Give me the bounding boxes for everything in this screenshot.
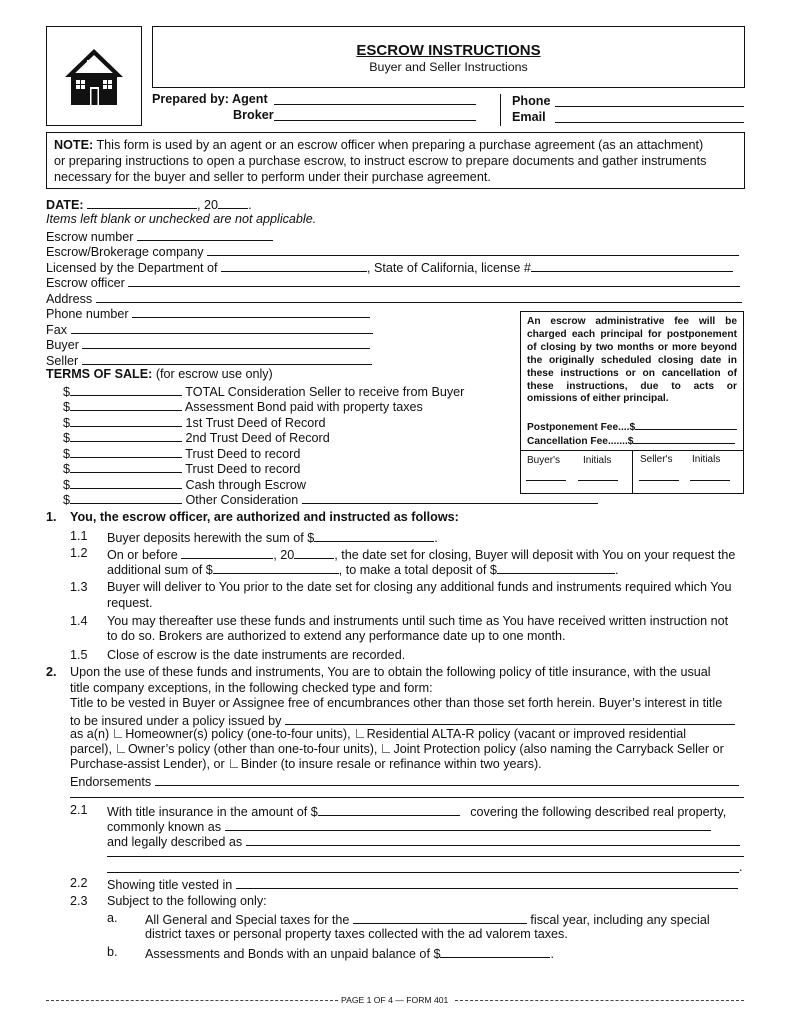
legal-description-field-2[interactable]: [107, 856, 744, 857]
date-field[interactable]: [87, 196, 197, 209]
terms-amount-field[interactable]: [70, 383, 182, 396]
item-1-1-text: Buyer deposits herewith the sum of $: [107, 531, 315, 545]
joint-protection-checkbox[interactable]: [382, 744, 390, 753]
item-1-4-text-b: to do so. Brokers are authorized to extend any performance date up to one month.: [107, 629, 566, 643]
house-icon: [47, 27, 141, 125]
licensed-by-label: Licensed by the Department of: [46, 261, 218, 275]
owner-policy-checkbox[interactable]: [117, 744, 125, 753]
escrow-company-label: Escrow/Brokerage company: [46, 245, 204, 259]
note-box: [46, 132, 745, 189]
homeowner-policy-label: Homeowner(s) policy (one-to-four units),: [125, 727, 351, 741]
address-field[interactable]: [96, 290, 742, 303]
fee-box: [520, 311, 744, 494]
item-letter: b.: [107, 945, 118, 959]
initials-divider-v: [632, 450, 633, 493]
commonly-known-label: commonly known as: [107, 820, 222, 834]
agent-field[interactable]: [274, 104, 476, 105]
sellers-label: Seller's: [640, 454, 673, 465]
seller-field[interactable]: [82, 352, 372, 365]
buyer-initial-2[interactable]: [578, 480, 618, 481]
binder-checkbox[interactable]: [230, 759, 238, 768]
header-divider: [500, 94, 501, 126]
department-field[interactable]: [221, 259, 367, 272]
item-1-2-text-e: , to make a total deposit of $: [338, 563, 497, 577]
date-label: DATE:: [46, 198, 84, 212]
alta-policy-label: Residential ALTA-R policy (vacant or improved residential: [366, 727, 686, 741]
date-year-field[interactable]: [218, 196, 248, 209]
item-number: 2.2: [70, 876, 88, 890]
title-vested-field[interactable]: [236, 876, 738, 889]
footer-text: PAGE 1 OF 4 — FORM 401: [341, 995, 449, 1005]
seller-label: Seller: [46, 354, 79, 368]
item-1-3-text-b: request.: [107, 596, 153, 610]
broker-field[interactable]: [274, 120, 476, 121]
total-deposit-field[interactable]: [497, 561, 615, 574]
item-2-2-text: Showing title vested in: [107, 878, 233, 892]
section-2-line-2: title company exceptions, in the following checked type and form:: [70, 681, 433, 695]
policy-issuer-field[interactable]: [285, 712, 735, 725]
binder-label: Binder (to insure resale or refinance within two years).: [240, 757, 542, 771]
item-number: 1.4: [70, 614, 88, 628]
deposit-field[interactable]: [314, 529, 434, 542]
item-a-text-1: All General and Special taxes for the: [145, 913, 350, 927]
legal-description-field[interactable]: [246, 833, 740, 846]
item-1-2-text-c: , the date set for closing, Buyer will deposit with You on your request the: [334, 548, 736, 562]
unpaid-balance-field[interactable]: [440, 945, 550, 958]
footer-rule-right: [455, 1000, 744, 1001]
terms-item: 2nd Trust Deed of Record: [185, 431, 330, 445]
phone-number-field[interactable]: [132, 305, 370, 318]
item-number: 1.3: [70, 580, 88, 594]
purchase-assist-label: Purchase-assist Lender), or: [70, 757, 225, 771]
terms-amount-field[interactable]: [70, 476, 182, 489]
terms-heading: TERMS OF SALE:: [46, 367, 153, 381]
title-insurance-amount-field[interactable]: [318, 803, 460, 816]
period-mark: .: [739, 860, 743, 874]
phone-label: Phone: [512, 94, 551, 108]
fee-text: An escrow administrative fee will be charged each principal for postponement of closing by two months or more beyond the originally scheduled closing date in these instructions or on cancellation of these instructions, due to acts or omissions of either principal.: [527, 316, 737, 405]
endorsements-label: Endorsements: [70, 775, 152, 789]
item-1-4-text-a: You may thereafter use these funds and instruments until such time as You have received written instruction not: [107, 614, 729, 628]
item-1-2-text-d: additional sum of $: [107, 563, 213, 577]
footer-rule-left: [46, 1000, 338, 1001]
legal-description-field-3[interactable]: [107, 872, 739, 873]
terms-heading-note: (for escrow use only): [152, 367, 273, 381]
terms-amount-field[interactable]: [70, 398, 182, 411]
license-field[interactable]: [531, 259, 733, 272]
item-number: 2.3: [70, 894, 88, 908]
terms-item: Trust Deed to record: [185, 447, 301, 461]
terms-item: Trust Deed to record: [185, 462, 301, 476]
note-text-1: This form is used by an agent or an escrow officer when preparing a purchase agreement (as an attachment): [93, 138, 704, 152]
legally-described-label: and legally described as: [107, 835, 243, 849]
section-2-number: 2.: [46, 665, 57, 679]
item-1-3-text-a: Buyer will deliver to You prior to the date set for closing any additional funds and instruments required which You: [107, 580, 732, 594]
closing-year-field[interactable]: [294, 546, 334, 559]
section-1-heading: You, the escrow officer, are authorized and instructed as follows:: [70, 510, 459, 524]
buyer-label: Buyer: [46, 338, 79, 352]
postponement-fee-field[interactable]: [635, 419, 737, 430]
fiscal-year-field[interactable]: [353, 911, 527, 924]
closing-date-field[interactable]: [181, 546, 273, 559]
buyers-label: Buyer's: [527, 455, 561, 466]
escrow-number-label: Escrow number: [46, 230, 134, 244]
item-1-2-text-a: On or before: [107, 548, 178, 562]
item-1-2-text-b: , 20: [273, 548, 295, 562]
policy-type-label: as a(n): [70, 727, 110, 741]
additional-sum-field[interactable]: [213, 561, 339, 574]
phone-field[interactable]: [555, 106, 744, 107]
item-2-1-text-a: With title insurance in the amount of $: [107, 805, 318, 819]
cancellation-fee-field[interactable]: [633, 433, 735, 444]
alta-policy-checkbox[interactable]: [356, 729, 364, 738]
buyer-initials-label: Initials: [583, 455, 612, 466]
seller-initial-2[interactable]: [690, 480, 730, 481]
item-number: 1.5: [70, 648, 88, 662]
escrow-officer-label: Escrow officer: [46, 276, 125, 290]
phone-number-label: Phone number: [46, 307, 129, 321]
note-text-3: necessary for the buyer and seller to perform under their purchase agreement.: [54, 170, 491, 184]
note-label: NOTE:: [54, 138, 94, 152]
item-2-3-text: Subject to the following only:: [107, 894, 267, 908]
buyer-field[interactable]: [82, 336, 370, 349]
section-2-line-3: Title to be vested in Buyer or Assignee free of encumbrances other than those set forth herein. Buyer’s interest in title: [70, 696, 723, 710]
terms-item: 1st Trust Deed of Record: [185, 416, 326, 430]
terms-item: Cash through Escrow: [185, 478, 306, 492]
email-label: Email: [512, 110, 546, 124]
seller-initial-1[interactable]: [639, 480, 679, 481]
fax-field[interactable]: [71, 321, 373, 334]
prepared-by-label: Prepared by: Agent: [152, 92, 268, 106]
terms-amount-field[interactable]: [70, 429, 182, 442]
other-consideration-field[interactable]: [302, 491, 598, 504]
terms-amount-field[interactable]: [70, 445, 182, 458]
item-letter: a.: [107, 911, 118, 925]
broker-label: Broker: [233, 108, 274, 122]
fax-label: Fax: [46, 323, 67, 337]
commonly-known-field[interactable]: [225, 818, 711, 831]
page-title: ESCROW INSTRUCTIONS: [356, 42, 541, 59]
blank-note: Items left blank or unchecked are not applicable.: [46, 212, 317, 226]
section-2-line-1: Upon the use of these funds and instruments, You are to obtain the following policy of title insurance, with the usual: [70, 665, 711, 679]
escrow-company-field[interactable]: [207, 243, 739, 256]
postponement-label: Postponement Fee....$: [527, 422, 636, 433]
joint-protection-label: Joint Protection policy (also naming the Carryback Seller or: [393, 742, 724, 756]
note-text-2: or preparing instructions to open a purchase escrow, to instruct escrow to prepare documents and gather instruments: [54, 154, 707, 168]
item-b-text: Assessments and Bonds with an unpaid balance of $: [145, 947, 441, 961]
terms-item: TOTAL Consideration Seller to receive from Buyer: [185, 385, 465, 399]
email-field[interactable]: [555, 122, 744, 123]
terms-item: Assessment Bond paid with property taxes: [184, 400, 423, 414]
buyer-initial-1[interactable]: [526, 480, 566, 481]
item-a-text-2: fiscal year, including any special: [530, 913, 710, 927]
title-box: [152, 26, 745, 88]
terms-amount-field[interactable]: [70, 460, 182, 473]
cancellation-label: Cancellation Fee.......$: [527, 436, 634, 447]
logo-box: [46, 26, 142, 126]
escrow-officer-field[interactable]: [128, 274, 740, 287]
item-number: 1.1: [70, 529, 88, 543]
section-2-line-4: to be insured under a policy issued by: [70, 714, 282, 728]
item-number: 1.2: [70, 546, 88, 560]
address-label: Address: [46, 292, 93, 306]
page-subtitle: Buyer and Seller Instructions: [369, 60, 528, 74]
item-number: 2.1: [70, 803, 88, 817]
homeowner-policy-checkbox[interactable]: [114, 729, 122, 738]
date-year-label: , 20: [197, 198, 219, 212]
escrow-number-field[interactable]: [137, 228, 273, 241]
state-license-label: , State of California, license #: [367, 261, 531, 275]
item-2-1-text-b: covering the following described real property,: [470, 805, 727, 819]
item-a-text-3: district taxes or personal property taxes collected with the ad valorem taxes.: [145, 927, 568, 941]
item-1-5-text: Close of escrow is the date instruments are recorded.: [107, 648, 406, 662]
parcel-label: parcel),: [70, 742, 112, 756]
terms-amount-field[interactable]: [70, 414, 182, 427]
terms-amount-field[interactable]: [70, 491, 182, 504]
seller-initials-label: Initials: [692, 454, 721, 465]
endorsements-field[interactable]: [155, 773, 739, 786]
owner-policy-label: Owner’s policy (other than one-to-four units),: [128, 742, 378, 756]
terms-item: Other Consideration: [185, 493, 299, 507]
endorsements-field-2[interactable]: [70, 797, 744, 798]
section-1-number: 1.: [46, 510, 57, 524]
